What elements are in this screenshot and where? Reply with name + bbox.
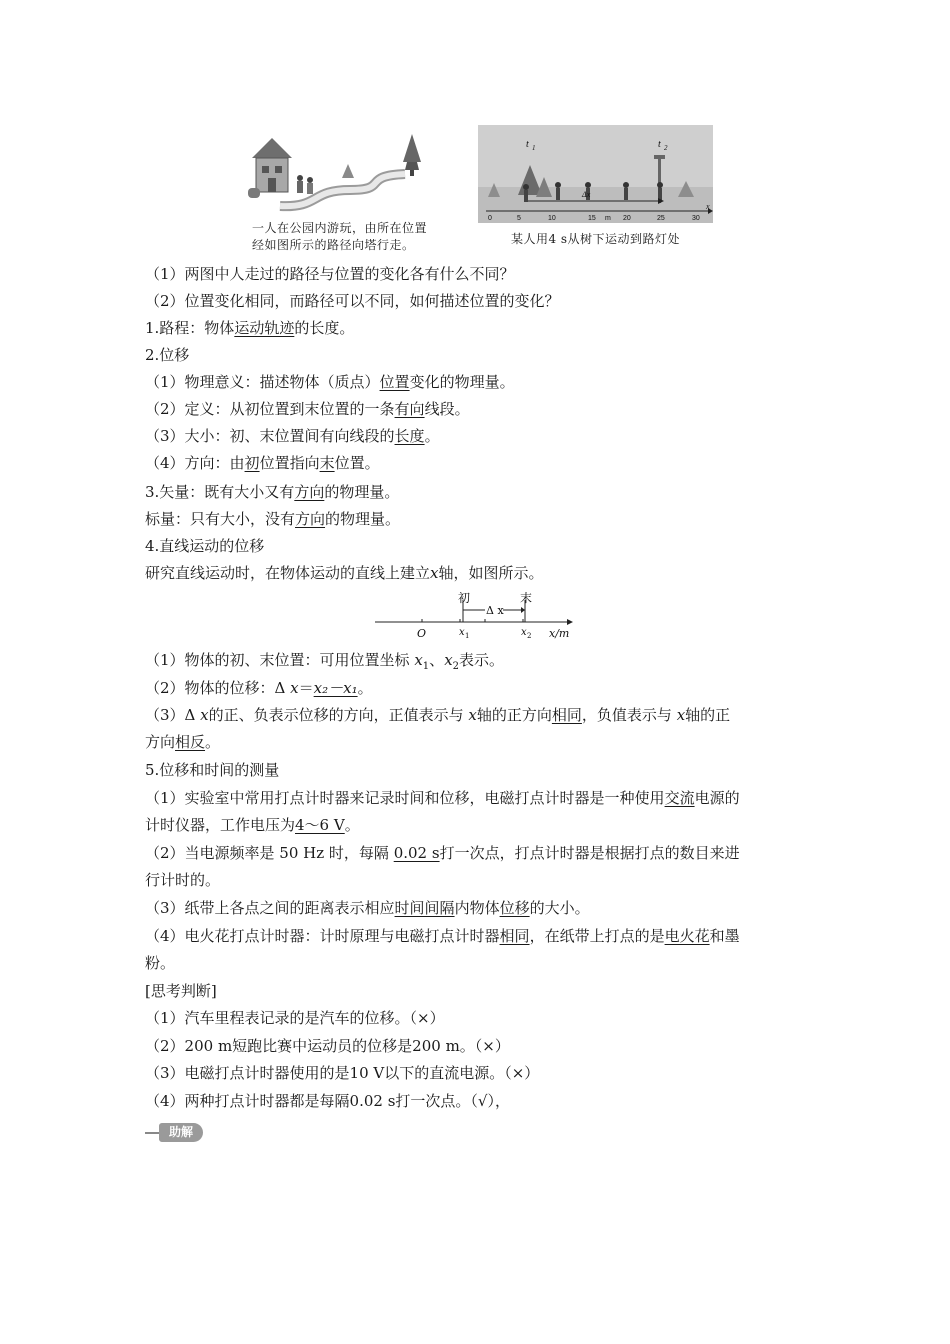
section-4-item-1: （1）物体的初、末位置：可用位置坐标 $x_1$、$x_2$表示。 (145, 651, 505, 672)
section-5-heading: 5.位移和时间的测量 (145, 761, 280, 779)
help-tag-label: 助解 (159, 1123, 203, 1142)
help-tag[interactable] (145, 1122, 205, 1144)
runner-t2-label: t (658, 139, 661, 150)
runner-illustration (478, 125, 713, 223)
park-illustration (240, 128, 460, 220)
park-figure (240, 128, 460, 253)
park-caption (252, 220, 462, 254)
axis-x1-sub: 1 (465, 632, 470, 640)
section-4-item-2: （2）物体的位移：Δ x＝x₂－x₁。 (145, 679, 373, 697)
runner-tick: 10 (548, 215, 556, 222)
runner-t1-label: t (526, 139, 529, 150)
section-2-item-2: （2）定义：从初位置到末位置的一条有向线段。 (145, 400, 470, 418)
question-2: （2）位置变化相同，而路径可以不同，如何描述位置的变化？ (145, 292, 560, 310)
axis-x2-label: x (521, 627, 527, 638)
judgment-2: （2）200 m短跑比赛中运动员的位移是200 m。（×） (145, 1037, 510, 1055)
runner-t1-sub: 1 (532, 144, 536, 152)
axis-end-label: 末 (520, 592, 533, 605)
runner-caption: 某人用4 s从树下运动到路灯处 (510, 232, 681, 246)
runner-tick: 30 (692, 215, 700, 222)
runner-tick: 25 (657, 215, 665, 222)
section-4-item-3b: 方向相反。 (145, 733, 221, 751)
section-4-heading: 4.直线运动的位移 (145, 537, 265, 555)
section-2-heading: 2.位移 (145, 346, 190, 364)
section-5-item-2b: 行计时的。 (145, 871, 221, 889)
section-3-vector: 3.矢量：既有大小又有方向的物理量。 (145, 483, 400, 501)
think-heading: [思考判断] (145, 982, 217, 1000)
axis-start-label: 初 (458, 592, 471, 605)
section-5-item-2a: （2）当电源频率是 50 Hz 时，每隔 0.02 s打一次点，打点计时器是根据打点的数目来进 (145, 844, 740, 862)
runner-figure (478, 125, 713, 250)
section-5-item-1a: （1）实验室中常用打点计时器来记录时间和位移，电磁打点计时器是一种使用交流电源的 (145, 789, 740, 807)
runner-tick: 15 (588, 215, 596, 222)
section-2-item-4: （4）方向：由初位置指向末位置。 (145, 454, 380, 472)
runner-delta-label: Δx (582, 190, 591, 199)
judgment-1: （1）汽车里程表记录的是汽车的位移。（×） (145, 1009, 445, 1027)
section-5-item-4a: （4）电火花打点计时器：计时原理与电磁打点计时器相同，在纸带上打点的是电火花和墨 (145, 927, 740, 945)
section-5-item-1b: 计时仪器，工作电压为4～6 V。 (145, 816, 360, 834)
park-caption-line-2: 经如图所示的路径向塔行走。 (252, 238, 415, 252)
section-3-scalar: 标量：只有大小，没有方向的物理量。 (145, 510, 401, 528)
runner-tick: 20 (623, 215, 631, 222)
section-5-item-4b: 粉。 (145, 954, 176, 972)
park-caption-line-1: 一人在公园内游玩，由所在位置 (252, 221, 428, 235)
question-1: （1）两图中人走过的路径与位置的变化各有什么不同？ (145, 265, 515, 283)
section-4-intro: 研究直线运动时，在物体运动的直线上建立x轴，如图所示。 (145, 564, 544, 582)
axis-x2-sub: 2 (527, 632, 532, 640)
section-4-item-3a: （3）Δ x的正、负表示位移的方向，正值表示与 x轴的正方向相同，负值表示与 x轴的正 (145, 706, 731, 724)
runner-tick: 0 (488, 215, 492, 222)
axis-delta-label: Δ x (486, 604, 504, 617)
section-2-item-3: （3）大小：初、末位置间有向线段的长度。 (145, 427, 440, 445)
judgment-3: （3）电磁打点计时器使用的是10 V以下的直流电源。（×） (145, 1064, 540, 1082)
runner-t2-sub: 2 (664, 144, 668, 152)
axis-unit-label: x/m (549, 627, 570, 640)
runner-tick: 5 (517, 215, 521, 222)
runner-tick-unit: m (605, 215, 611, 222)
judgment-4: （4）两种打点计时器都是每隔0.02 s打一次点。（√）， (145, 1092, 510, 1110)
axis-origin-label: O (417, 627, 427, 640)
help-tag-line (145, 1132, 159, 1134)
section-1-path: 1.路程：物体运动轨迹的长度。 (145, 319, 355, 337)
runner-axis-label: x (706, 202, 710, 211)
axis-x1-label: x (459, 627, 465, 638)
axis-diagram (375, 592, 575, 642)
section-2-item-1: （1）物理意义：描述物体（质点）位置变化的物理量。 (145, 373, 515, 391)
section-5-item-3: （3）纸带上各点之间的距离表示相应时间间隔内物体位移的大小。 (145, 899, 590, 917)
